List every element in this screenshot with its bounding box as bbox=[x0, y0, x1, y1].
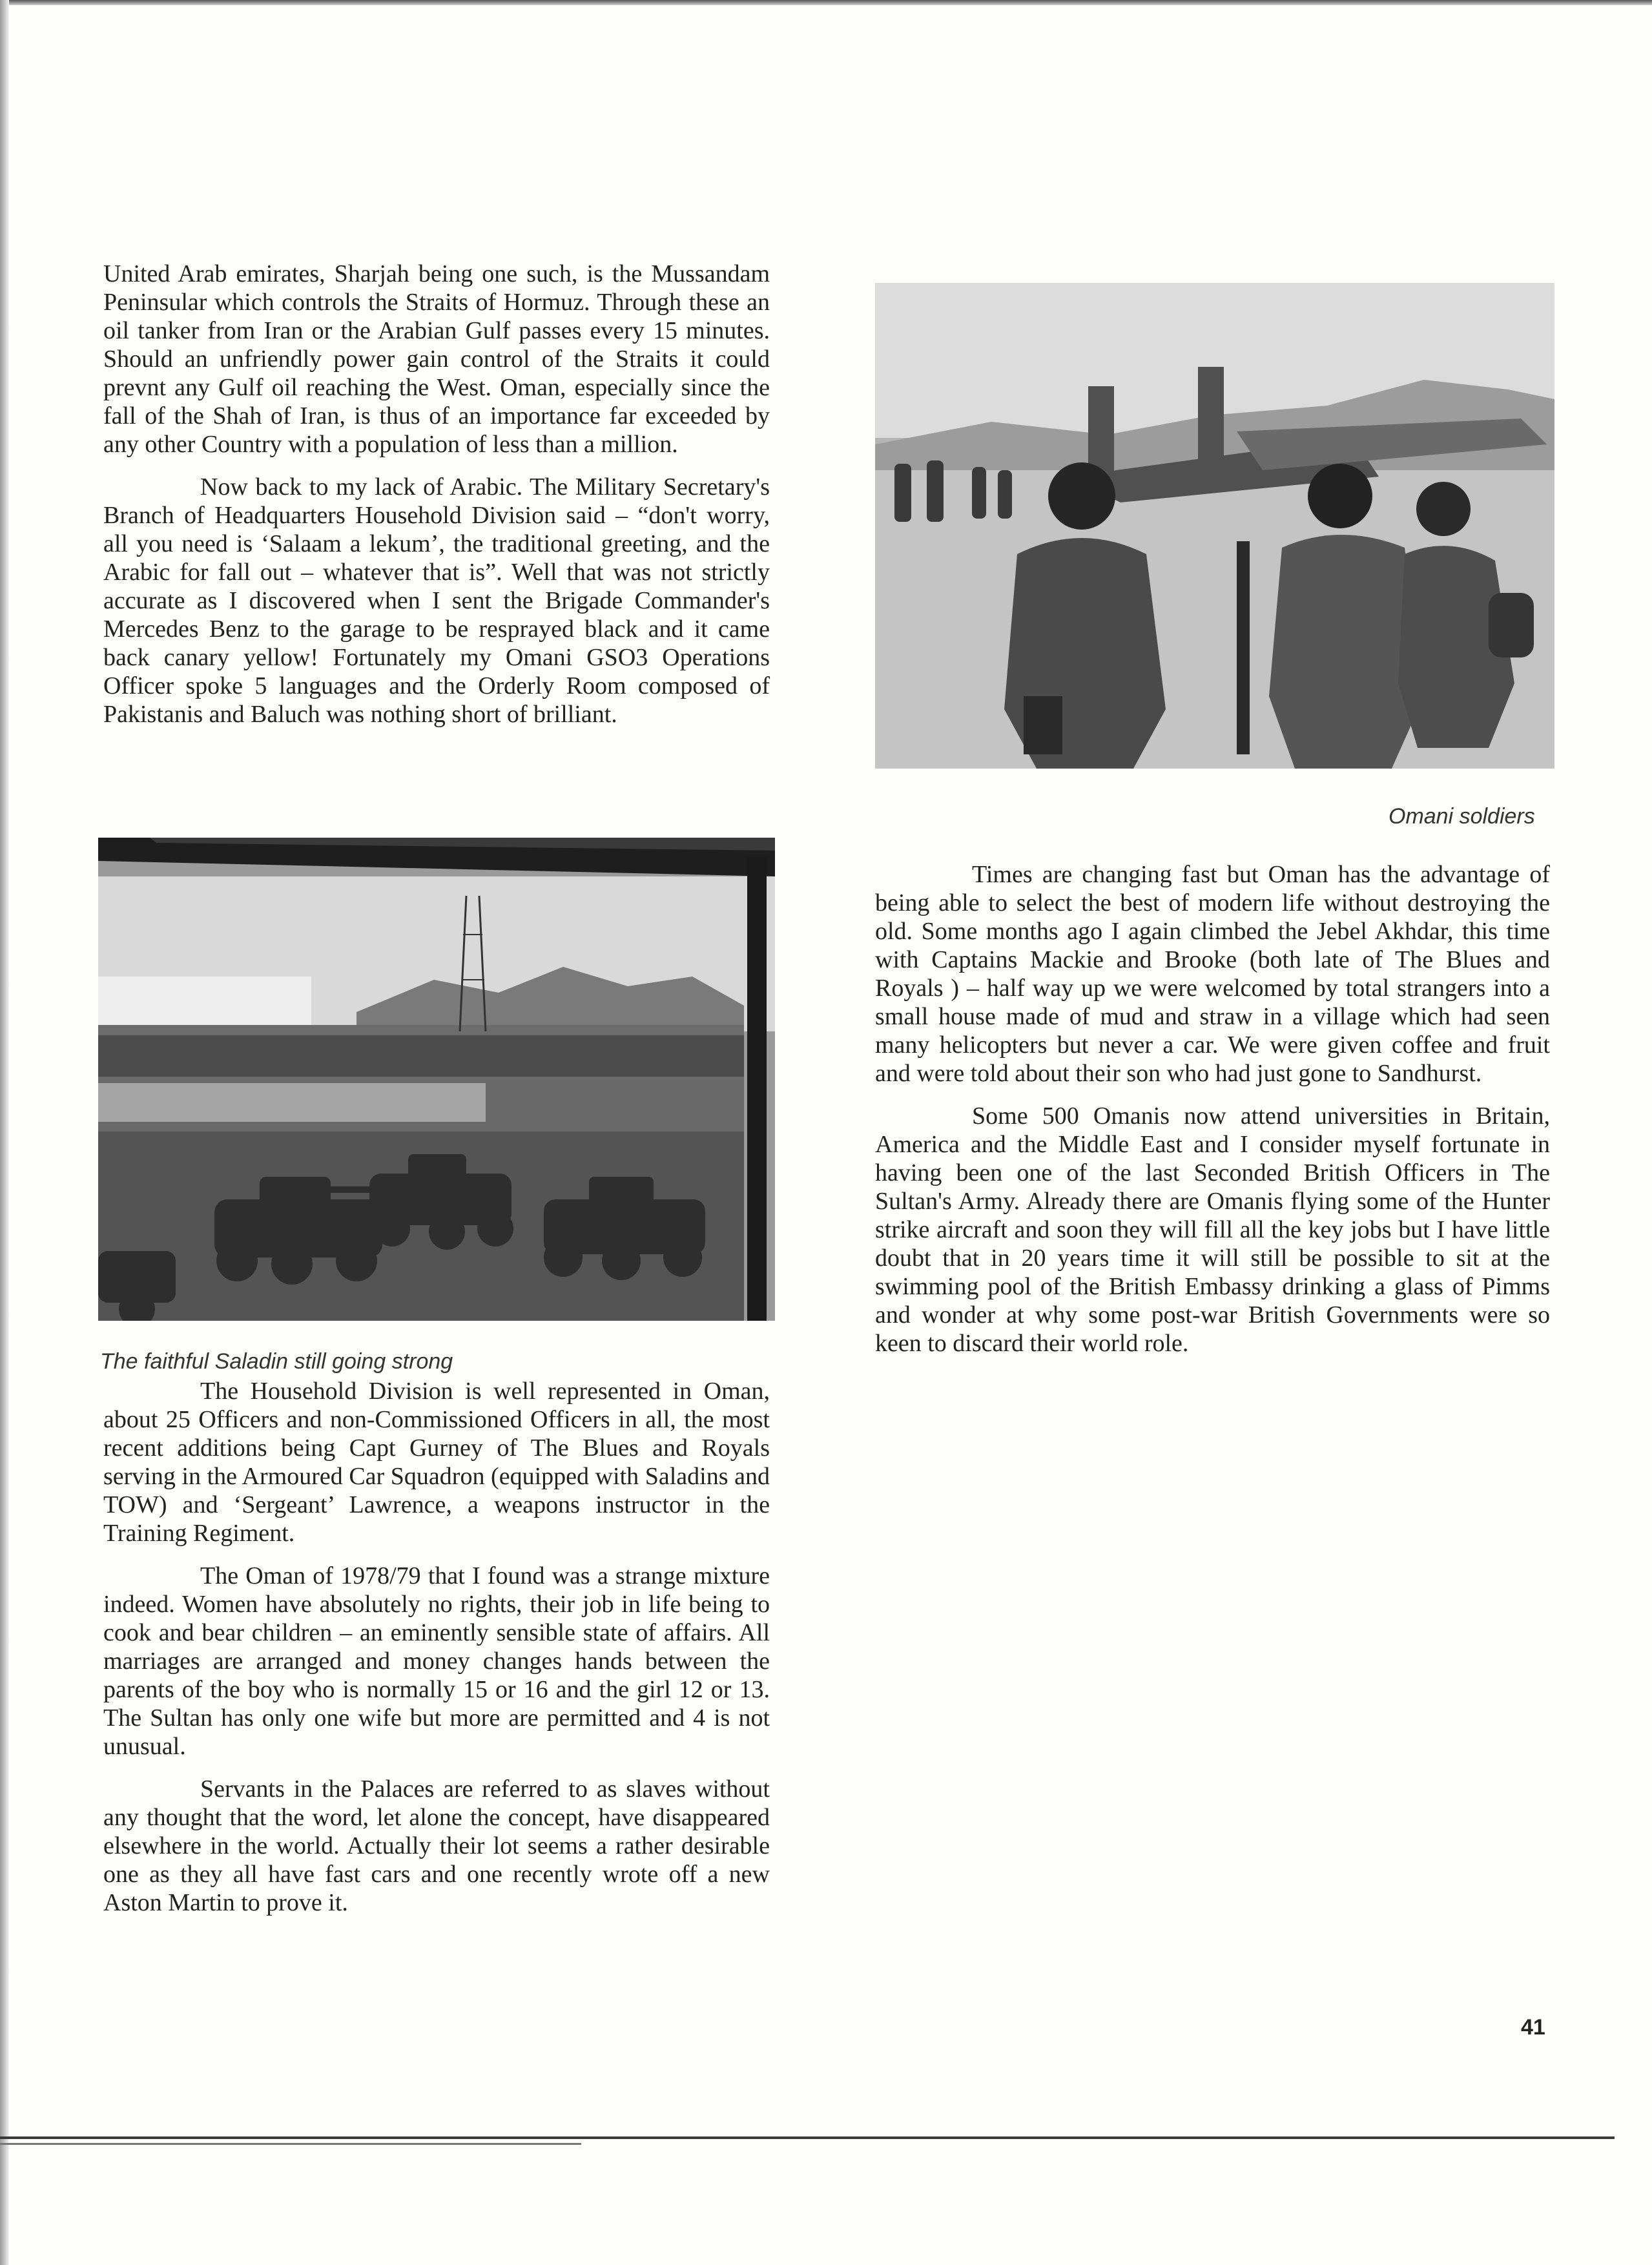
scan-edge-top bbox=[0, 0, 1652, 5]
scan-edge-bottom-2 bbox=[0, 2143, 581, 2145]
paragraph-lack-of-arabic: Now back to my lack of Arabic. The Military Secretary's Branch of Headquarters Household Division said – “don't worry, all you need is ‘Salaam a lekum’, the traditional greeting, and the Arabic for fall out – whatever that is”. Well that was not strictly accurate as I discovered when I sent the Brigade Commander's Mercedes Benz to the garage to be resprayed black and it came back canary yellow! Fortunately my Omani GSO3 Operations Officer spoke 5 languages and the Orderly Room composed of Pakistanis and Baluch was nothing short of brilliant. bbox=[103, 473, 770, 728]
paragraph-omanis-universities: Some 500 Omanis now attend universities in Britain, America and the Middle East and I consider myself fortunate in having been one of the last Seconded British Officers in The Sultan's Army. Already there are Omanis flying some of the Hunter strike aircraft and soon they will fill all the key jobs but I have little doubt that in 20 years time it will still be possible to sit at the swimming pool of the British Embassy drinking a glass of Pimms and wonder at why some post-war British Governments were so keen to discard their world role. bbox=[875, 1102, 1550, 1357]
photo-omani-soldiers bbox=[875, 283, 1554, 769]
caption-saladin: The faithful Saladin still going strong bbox=[100, 1349, 453, 1374]
right-column-text bbox=[875, 860, 1550, 1372]
photo-saladin-parade bbox=[98, 838, 775, 1321]
paragraph-household-division: The Household Division is well represented in Oman, about 25 Officers and non-Commissioned Officers in all, the most recent additions being Capt Gurney of The Blues and Royals serving in the Armoured Car Squadron (equipped with Saladins and TOW) and ‘Sergeant’ Lawrence, a weapons instructor in the Training Regiment. bbox=[103, 1378, 770, 1547]
scan-edge-bottom bbox=[0, 2136, 1615, 2139]
paragraph-palace-servants: Servants in the Palaces are referred to as slaves without any thought that the word, let alone the concept, have disappeared elsewhere in the world. Actually their lot seems a rather desirable one as they all have fast cars and one recently wrote off a new Aston Martin to prove it. bbox=[103, 1775, 770, 1916]
page-number: 41 bbox=[1521, 2015, 1545, 2040]
left-column-top-text bbox=[103, 260, 770, 743]
scan-edge-left bbox=[0, 0, 9, 2265]
paragraph-oman-1978: The Oman of 1978/79 that I found was a strange mixture indeed. Women have absolutely no rights, their job in life being to cook and bear children – an eminently sensible state of affairs. All marriages are arranged and money changes hands between the parents of the boy who is normally 15 or 16 and the girl 12 or 13. The Sultan has only one wife but more are permitted and 4 is not unusual. bbox=[103, 1562, 770, 1760]
soldiers-illustration bbox=[875, 283, 1554, 769]
parade-illustration bbox=[98, 838, 775, 1321]
caption-omani-soldiers: Omani soldiers bbox=[1389, 804, 1535, 829]
paragraph-straits-of-hormuz: United Arab emirates, Sharjah being one such, is the Mussandam Peninsular which controls the Straits of Hormuz. Through these an oil tanker from Iran or the Arabian Gulf passes every 15 minutes. Should an unfriendly power gain control of the Straits it could prevnt any Gulf oil reaching the West. Oman, especially since the fall of the Shah of Iran, is thus of an importance far exceeded by any other Country with a population of less than a million. bbox=[103, 260, 770, 458]
paragraph-times-changing: Times are changing fast but Oman has the advantage of being able to select the best of modern life without destroying the old. Some months ago I again climbed the Jebel Akhdar, this time with Captains Mackie and Brooke (both late of The Blues and Royals ) – half way up we were welcomed by total strangers into a small house made of mud and straw in a village which had seen many helicopters but never a car. We were given coffee and fruit and were told about their son who had just gone to Sandhurst. bbox=[875, 861, 1550, 1087]
left-column-bottom-text bbox=[103, 1377, 770, 1931]
